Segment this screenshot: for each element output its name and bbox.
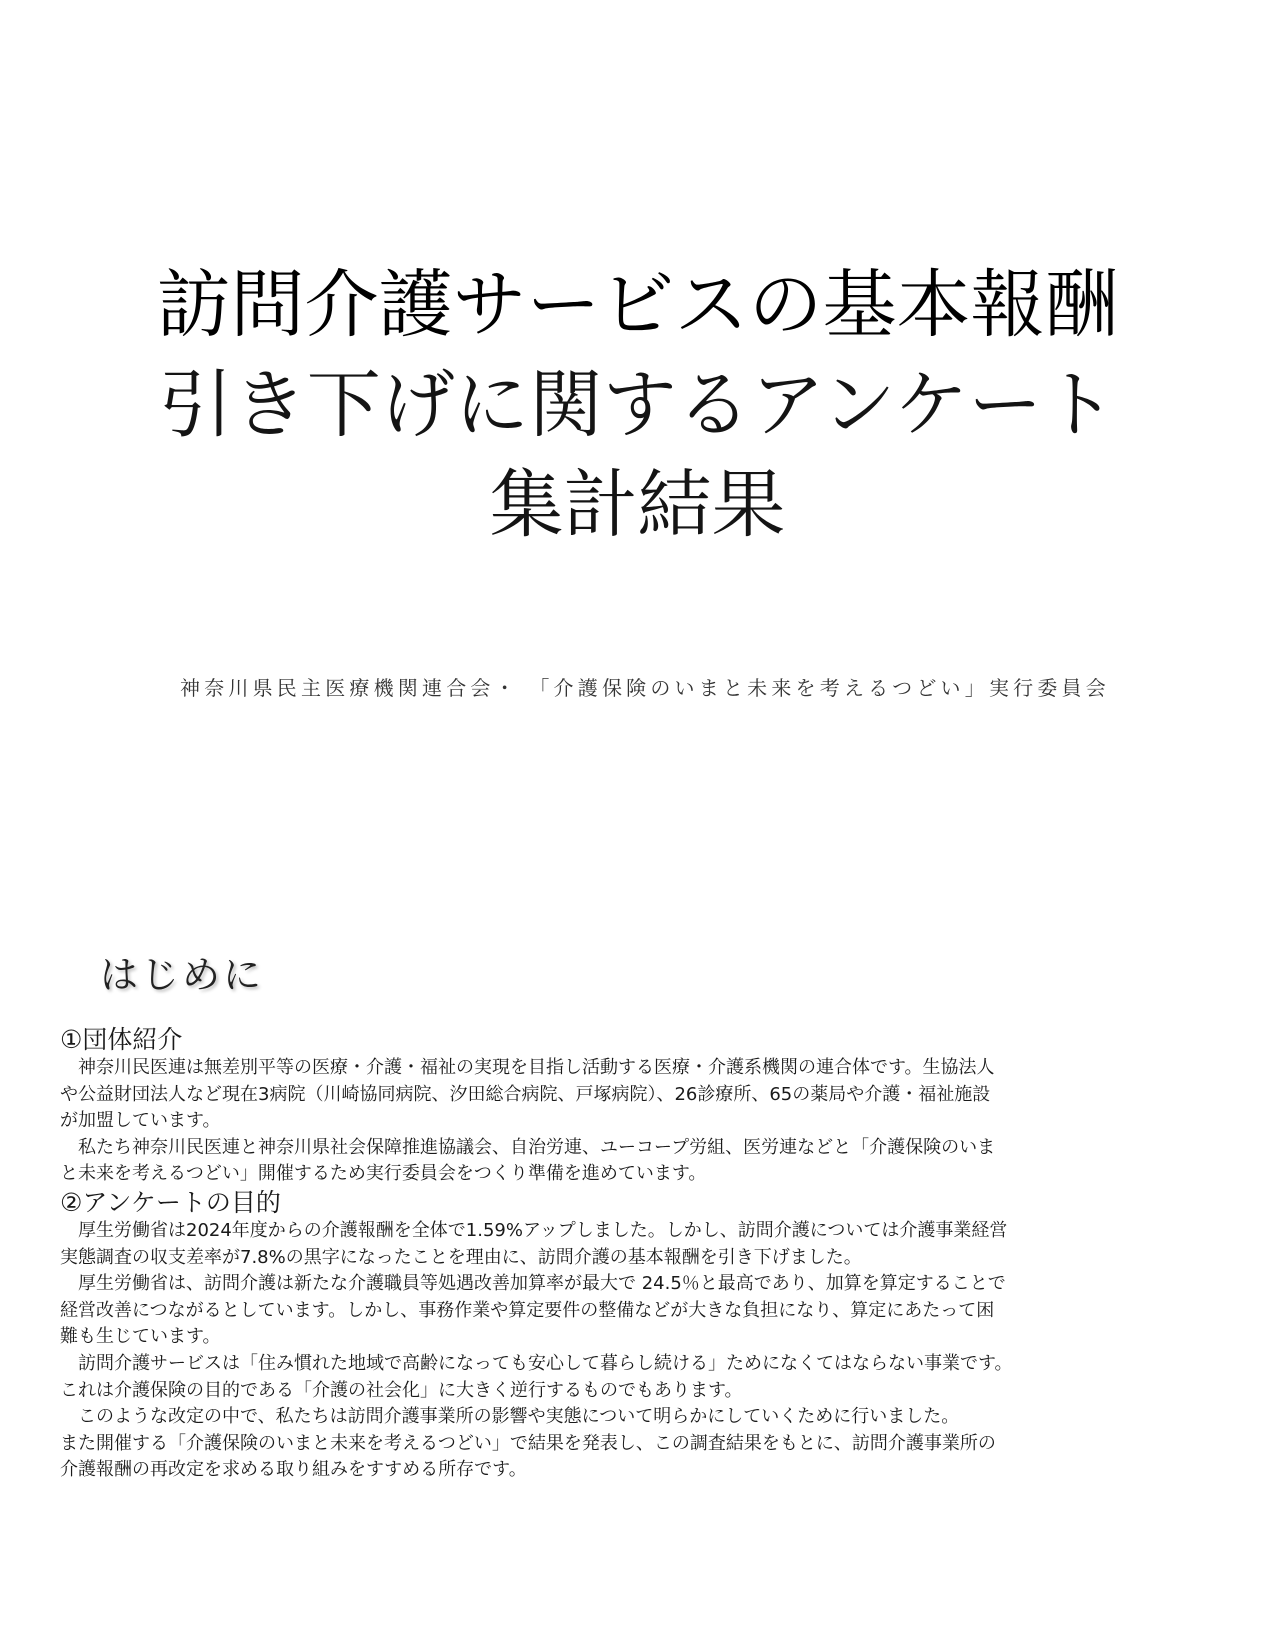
section-heading: ①団体紹介 <box>60 1025 183 1054</box>
paragraph-line: 厚生労働省は2024年度からの介護報酬を全体で1.59%アップしました。しかし、訪問介護については介護事業経営 <box>60 1219 1008 1241</box>
paragraph-line: 私たち神奈川民医連と神奈川県社会保障推進協議会、自治労連、ユーコープ労組、医労連などと「介護保険のいま <box>60 1136 996 1158</box>
title-line-1: 訪問介護サービスの基本報酬 <box>156 262 1119 348</box>
title-line-3: 集計結果 <box>489 462 786 548</box>
paragraph-line: このような改定の中で、私たちは訪問介護事業所の影響や実態について明らかにしていくために行いました。 <box>60 1406 960 1428</box>
paragraph-line: これは介護保険の目的である「介護の社会化」に大きく逆行するものでもあります。 <box>60 1379 743 1401</box>
paragraph-line: 経営改善につながるとしています。しかし、事務作業や算定要件の整備などが大きな負担になり、算定にあたって困 <box>60 1299 995 1321</box>
intro-body <box>60 1025 1230 1484</box>
paragraph-line: が加盟しています。 <box>60 1110 221 1132</box>
organization-credit: 神奈川県民主医療機関連合会・ 「介護保険のいまと未来を考えるつどい」実行委員会 <box>180 676 1110 700</box>
paragraph-line: 訪問介護サービスは「住み慣れた地域で高齢になっても安心して暮らし続ける」ためになくてはならない事業です。 <box>60 1352 1013 1374</box>
title-line-2: 引き下げに関するアンケート <box>158 362 1117 448</box>
paragraph-line: 実態調査の収支差率が7.8%の黒字になったことを理由に、訪問介護の基本報酬を引き下げました。 <box>60 1246 862 1268</box>
document-title <box>0 255 1275 555</box>
section-heading: ②アンケートの目的 <box>60 1187 281 1217</box>
paragraph-line: 厚生労働省は、訪問介護は新たな介護職員等処遇改善加算率が最大で 24.5％と最高であり、加算を算定することで <box>60 1273 1006 1295</box>
paragraph-line: と未来を考えるつどい」開催するため実行委員会をつくり準備を進めています。 <box>60 1163 707 1185</box>
paragraph-line: 難も生じています。 <box>60 1326 221 1348</box>
intro-heading: はじめに <box>100 953 265 997</box>
section-survey-purpose <box>60 1188 1230 1484</box>
paragraph-line: 介護報酬の再改定を求める取り組みをすすめる所存です。 <box>60 1459 527 1481</box>
paragraph-line: 神奈川民医連は無差別平等の医療・介護・福祉の実現を目指し活動する医療・介護系機関の連合体です。生協法人 <box>60 1057 995 1078</box>
paragraph-line: また開催する「介護保険のいまと未来を考えるつどい」で結果を発表し、この調査結果をもとに、訪問介護事業所の <box>60 1432 996 1454</box>
paragraph-line: や公益財団法人など現在3病院（川崎協同病院、汐田総合病院、戸塚病院）、26診療所、65の薬局や介護・福祉施設 <box>60 1083 991 1105</box>
section-organization-intro <box>60 1025 1230 1188</box>
